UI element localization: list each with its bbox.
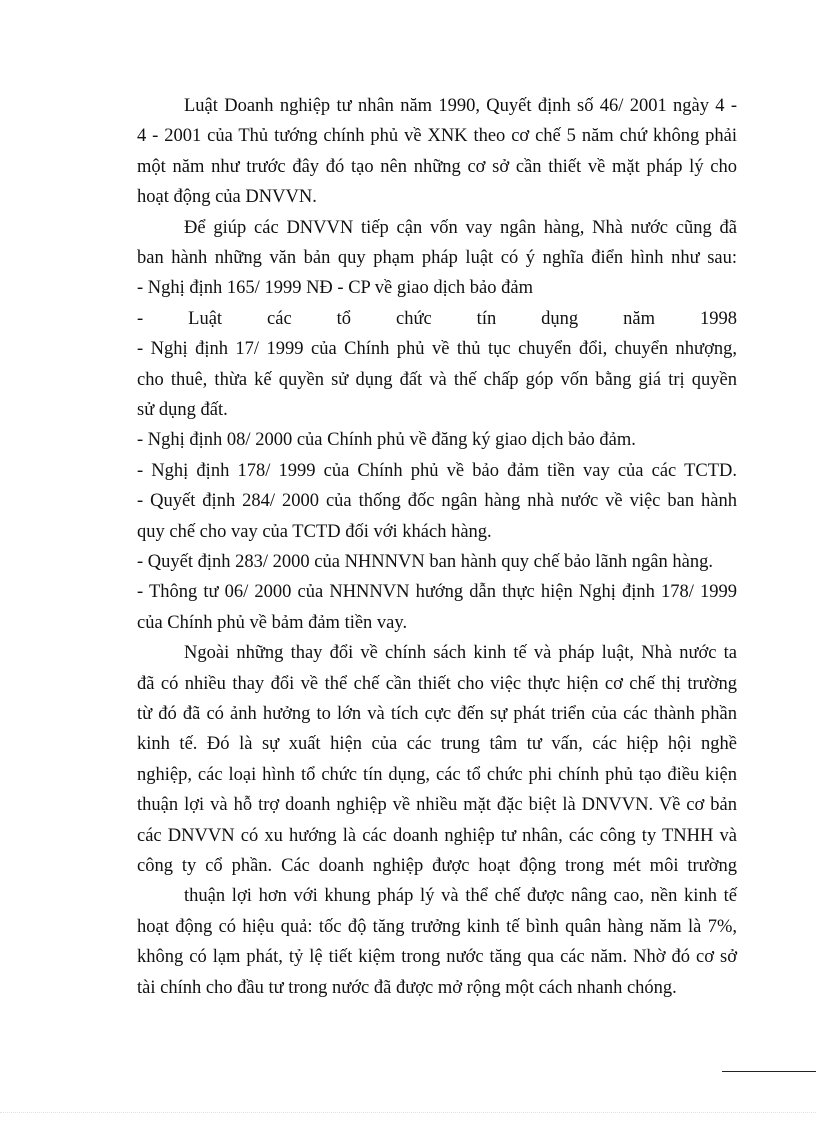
text-line: 4 - 2001 của Thủ tướng chính phủ về XNK theo cơ chế 5 năm chứ không phải <box>137 126 737 146</box>
list-item: - Nghị định 178/ 1999 của Chính phủ về bảo đảm tiền vay của các TCTD. <box>137 461 737 481</box>
text-line: từ đó đã có ảnh hưởng to lớn và tích cực đến sự phát triển của các thành phần <box>137 704 737 724</box>
list-item: - Luật các tổ chức tín dụng năm 1998 <box>137 309 737 329</box>
footnote-separator <box>722 1071 816 1072</box>
text-line: nghiệp, các loại hình tổ chức tín dụng, các tổ chức phi chính phủ tạo điều kiện <box>137 765 737 785</box>
text-line: thuận lợi và hỗ trợ doanh nghiệp về nhiều mặt đặc biệt là DNVVN. Về cơ bản <box>137 795 737 815</box>
text-line: kinh tế. Đó là sự xuất hiện của các trung tâm tư vấn, các hiệp hội nghề <box>137 734 737 754</box>
list-item: - Nghị định 165/ 1999 NĐ - CP về giao dịch bảo đảm <box>137 278 533 298</box>
text-line: quy chế cho vay của TCTD đối với khách hàng. <box>137 522 492 542</box>
text-line: công ty cổ phần. Các doanh nghiệp được hoạt động trong mét môi trường <box>137 856 737 876</box>
text-line: ban hành những văn bản quy phạm pháp luật có ý nghĩa điển hình như sau: <box>137 248 737 268</box>
text-line: đã có nhiều thay đổi về thể chế cần thiết cho việc thực hiện cơ chế thị trường <box>137 674 737 694</box>
text-line: không có lạm phát, tỷ lệ tiết kiệm trong nước tăng qua các năm. Nhờ đó cơ sở <box>137 947 737 967</box>
text-line: thuận lợi hơn với khung pháp lý và thể chế được nâng cao, nền kinh tế <box>184 886 737 906</box>
text-line: hoạt động của DNVVN. <box>137 187 317 207</box>
list-item: - Quyết định 283/ 2000 của NHNNVN ban hành quy chế bảo lãnh ngân hàng. <box>137 552 713 572</box>
text-line: tài chính cho đầu tư trong nước đã được mở rộng một cách nhanh chóng. <box>137 978 677 998</box>
text-line: các DNVVN có xu hướng là các doanh nghiệp tư nhân, các công ty TNHH và <box>137 826 737 846</box>
text-line: hoạt động có hiệu quả: tốc độ tăng trưởng kinh tế bình quân hàng năm là 7%, <box>137 917 737 937</box>
text-line: Để giúp các DNVVN tiếp cận vốn vay ngân hàng, Nhà nước cũng đã <box>184 218 737 238</box>
list-item: - Quyết định 284/ 2000 của thống đốc ngân hàng nhà nước về việc ban hành <box>137 491 737 511</box>
text-line: một năm như trước đây đó tạo nên những cơ sở cần thiết về mặt pháp lý cho <box>137 157 737 177</box>
page-bottom-border <box>0 1112 816 1113</box>
list-item: - Nghị định 17/ 1999 của Chính phủ về thủ tục chuyển đổi, chuyển nhượng, <box>137 339 737 359</box>
text-line: cho thuê, thừa kế quyền sử dụng đất và thế chấp góp vốn bằng giá trị quyền <box>137 370 737 390</box>
list-item: - Nghị định 08/ 2000 của Chính phủ về đăng ký giao dịch bảo đảm. <box>137 430 636 450</box>
text-line: của Chính phủ về bảm đảm tiền vay. <box>137 613 408 633</box>
text-line: Luật Doanh nghiệp tư nhân năm 1990, Quyết định số 46/ 2001 ngày 4 - <box>184 96 737 116</box>
text-line: Ngoài những thay đổi về chính sách kinh tế và pháp luật, Nhà nước ta <box>184 643 737 663</box>
text-line: sử dụng đất. <box>137 400 228 420</box>
list-item: - Thông tư 06/ 2000 của NHNNVN hướng dẫn thực hiện Nghị định 178/ 1999 <box>137 582 737 602</box>
